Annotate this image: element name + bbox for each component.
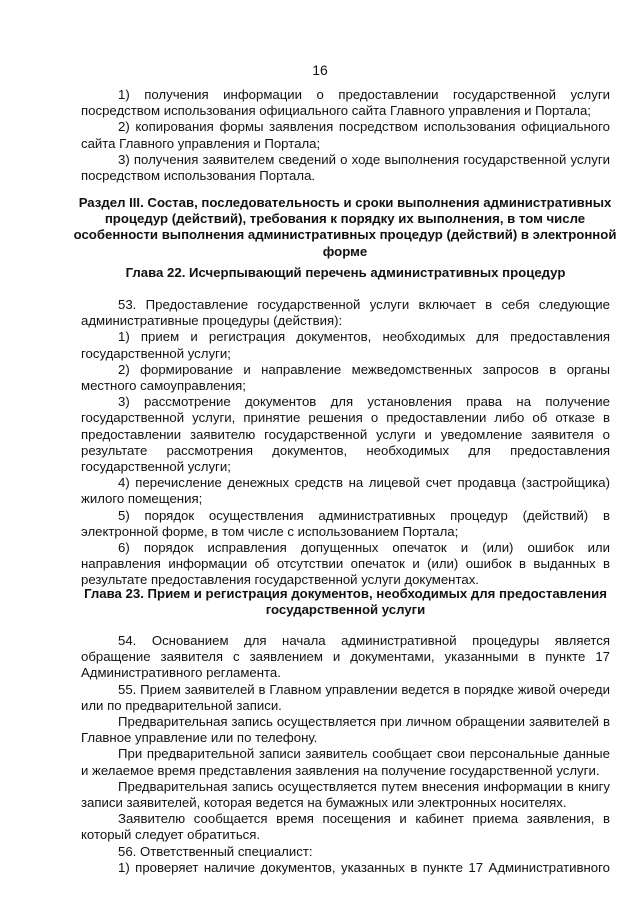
list-item-line: 1) получения информации о предоставлении государственной услуги [118,87,610,102]
list-item-line: 2) копирования формы заявления посредством использования официального [118,119,610,135]
top-list [81,87,610,184]
paragraph: Заявителю сообщается время посещения и кабинет приема заявления, в который следует обратиться. [81,811,610,843]
paragraph: 56. Ответственный специалист: [118,843,313,859]
list-item: 2) формирование и направление межведомственных запросов в органы местного самоуправления; [81,361,610,394]
list-item-line: посредством использования Портала. [81,168,316,184]
list-item-line: сайта Главного управления и Портала; [81,135,321,151]
list-item [81,152,610,184]
paragraph: 54. Основанием для начала административной процедуры является обращение заявителя с заявлением и документами, указанными в пункте 17 Административного регламента. [81,633,610,681]
page-number: 16 [312,62,328,78]
paragraph: 55. Прием заявителей в Главном управлении ведется в порядке живой очереди или по предварительной записи. [81,681,610,713]
list-item: 6) порядок исправления допущенных опечаток и (или) ошибок или направления информации об отсутствии опечаток и (или) ошибок в выданных в результате предоставления государственной услуги документах. [81,540,610,588]
list-item [81,87,610,119]
paragraph: 53. Предоставление государственной услуги включает в себя следующие административные процедуры (действия): [81,297,610,329]
chapter-23-heading: Глава 23. Прием и регистрация документов, необходимых для предоставления государственной услуги [84,586,607,618]
list-item: 4) перечисление денежных средств на лицевой счет продавца (застройщика) жилого помещения; [81,475,610,507]
list-item: 3) рассмотрение документов для установления права на получение государственной услуги, принятие решения о предоставлении либо об отказе в предоставлении заявителю государственной услуги и уведомление заявителя о результате рассмотрения документов, необходимых для предоставления государственной услуги; [81,394,610,475]
chapter-23-body [81,633,610,876]
list-item [81,119,610,151]
section-heading: Раздел III. Состав, последовательность и сроки выполнения административных процедур (действий), требования к порядку их выполнения, в том числе особенности выполнения административных процедур (действий) в электронной форме [73,195,617,259]
paragraph: Предварительная запись осуществляется путем внесения информации в книгу записи заявителей, которая ведется на бумажных или электронных носителях. [81,778,610,811]
item-53 [81,297,610,589]
paragraph: Предварительная запись осуществляется при личном обращении заявителей в Главное управление или по телефону. [81,714,610,746]
paragraph: 1) проверяет наличие документов, указанных в пункте 17 Административного [118,859,610,875]
list-item-line: посредством использования официального сайта Главного управления и Портала; [81,103,591,119]
list-item: 1) прием и регистрация документов, необходимых для предоставления государственной услуги; [81,329,610,361]
chapter-22-heading: Глава 22. Исчерпывающий перечень административных процедур [125,265,566,280]
list-item-line: 3) получения заявителем сведений о ходе выполнения государственной услуги [118,151,610,167]
paragraph: При предварительной записи заявитель сообщает свои персональные данные и желаемое время представления заявления на получение государственной услуги. [81,746,610,778]
list-item: 5) порядок осуществления административных процедур (действий) в электронной форме, в том числе с использованием Портала; [81,507,610,539]
